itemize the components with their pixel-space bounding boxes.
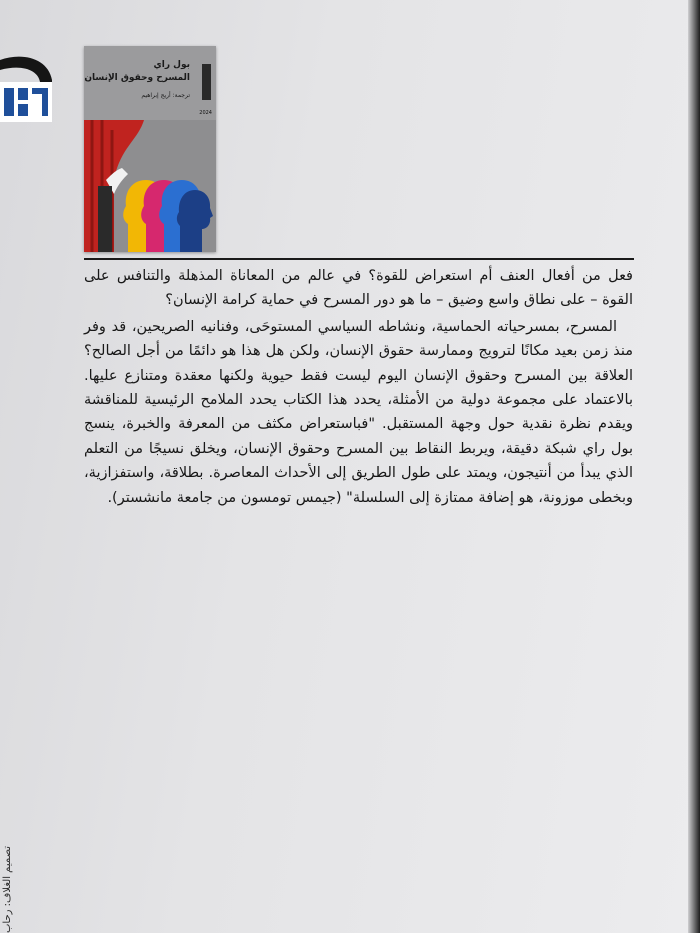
cover-title: المسرح وحقوق الإنسان <box>84 73 190 83</box>
blurb-text <box>84 264 633 510</box>
cover-translator: ترجمة: أريج إبراهيم <box>141 92 190 99</box>
divider-rule <box>84 258 634 260</box>
cover-illustration <box>84 120 216 252</box>
series-badge <box>202 64 211 100</box>
book-cover-thumbnail <box>84 46 216 252</box>
cover-design-credit: تصميم الغلاف: رحاب <box>2 845 13 933</box>
paragraph-intro: فعل من أفعال العنف أم استعراض للقوة؟ في عالم من المعاناة المذهلة والتنافس على القوة – على نطاق واسع وضيق – ما هو دور المسرح في حماية كرامة الإنسان؟ <box>84 268 633 309</box>
page-edge-shadow <box>688 0 700 933</box>
cover-author: بول راي <box>153 60 190 70</box>
paragraph-main: المسرح، بمسرحياته الحماسية، ونشاطه السياسي المستوحَى، وفنانيه الصريحين، قد وفر منذ زمن بعيد مكانًا لترويج وممارسة حقوق الإنسان، ولكن هل هذا هو دائمًا من أجل الصالح؟ العلاقة بين المسرح وحقوق الإنسان اليوم ليست فقط حيوية ولكنها معقدة ومتنازع عليها. بالاعتماد على مجموعة دولية من الأمثلة، يحدد هذا الكتاب يحدد الملامح الرئيسية للمناقشة ويقدم نظرة نقدية حول وجهة المستقبل. "فباستعراض مكثف من المعرفة والخبرة، ينسج بول راي شبكة دقيقة، ويربط النقاط بين المسرح وحقوق الإنسان، ويخلق نسيجًا من التعلم الذي يبدأ من أنتيجون، ويمتد على طول الطريق إلى الأحداث المعاصرة. بطلاقة، واستفزازية، وبخطى موزونة، هو إضافة ممتازة إلى السلسلة" (جيمس تومسون من جامعة مانشستر). <box>84 318 633 506</box>
cover-title-panel <box>84 46 216 120</box>
cover-year: 2024 <box>199 110 212 116</box>
publisher-logo <box>0 52 54 122</box>
